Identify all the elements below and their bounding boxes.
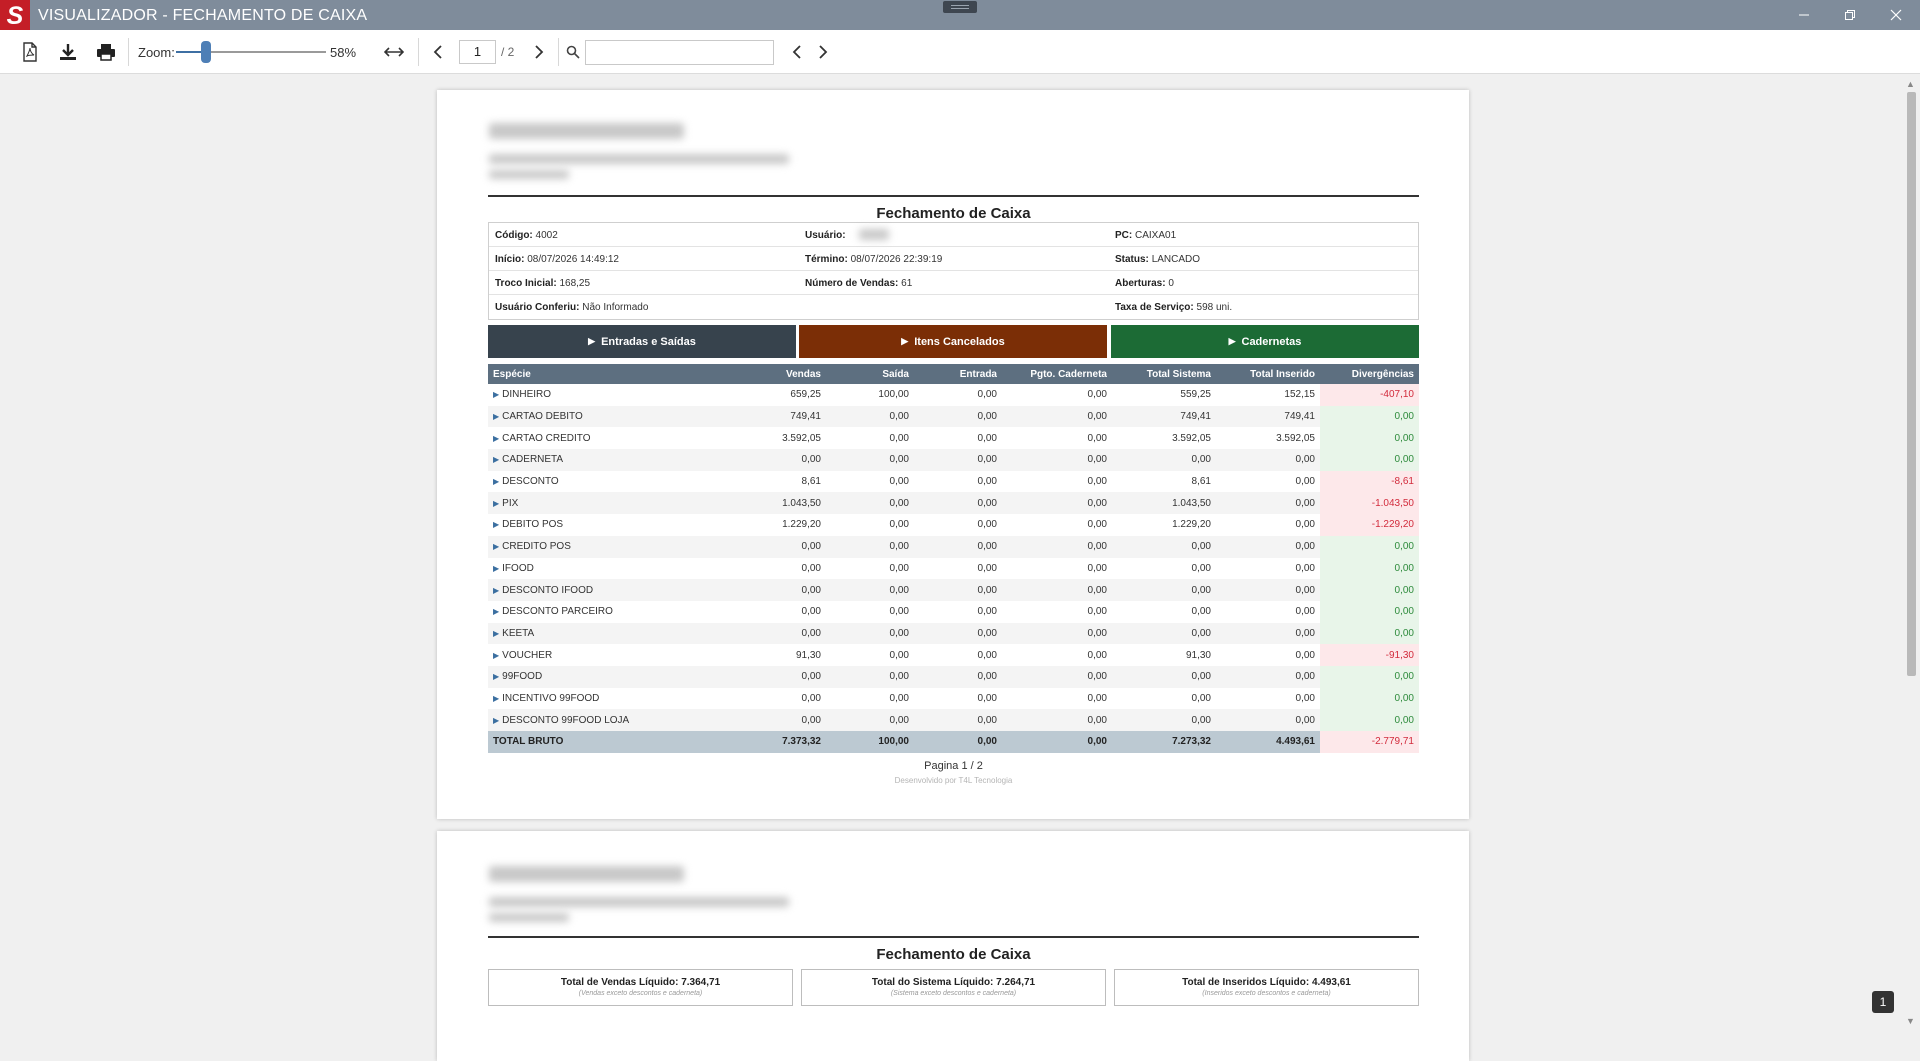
table-cell: 0,00 bbox=[889, 476, 909, 488]
report-page-1 bbox=[437, 90, 1469, 819]
table-cell: 0,00 bbox=[977, 562, 997, 574]
divergencia-cell: -8,61 bbox=[1320, 471, 1419, 493]
table-cell: 749,41 bbox=[1216, 406, 1320, 428]
pdf-icon bbox=[21, 42, 39, 62]
column-header: Vendas bbox=[738, 364, 826, 384]
table-cell bbox=[488, 449, 738, 471]
divergencia-cell: -2.779,71 bbox=[1320, 731, 1419, 753]
table-cell: 0,00 bbox=[1087, 432, 1107, 444]
taxa-field: Taxa de Serviço: 598 uni. bbox=[1115, 302, 1233, 313]
table-cell: 0,00 bbox=[1112, 666, 1216, 688]
info-row bbox=[489, 271, 1418, 295]
company-name-redacted bbox=[489, 123, 684, 139]
expand-row-icon[interactable]: ▶ bbox=[493, 693, 500, 703]
table-row[interactable] bbox=[488, 688, 1419, 710]
company-phone-redacted bbox=[489, 913, 569, 922]
table-cell: 0,00 bbox=[1112, 449, 1216, 471]
chevron-left-icon bbox=[433, 45, 443, 59]
table-cell bbox=[488, 688, 738, 710]
table-cell: 0,00 bbox=[826, 666, 914, 688]
table-cell bbox=[488, 471, 738, 493]
expand-row-icon[interactable]: ▶ bbox=[493, 498, 500, 508]
table-row[interactable] bbox=[488, 406, 1419, 428]
especie-label: CADERNETA bbox=[502, 454, 564, 466]
table-cell: 0,00 bbox=[977, 606, 997, 618]
table-cell: 1.043,50 bbox=[1112, 492, 1216, 514]
table-cell: 0,00 bbox=[1087, 649, 1107, 661]
zoom-slider[interactable] bbox=[176, 51, 326, 53]
print-button[interactable] bbox=[94, 40, 118, 64]
table-cell: 0,00 bbox=[826, 492, 914, 514]
title-bar bbox=[0, 0, 1920, 30]
toolbar-separator bbox=[558, 38, 559, 66]
table-cell: 0,00 bbox=[801, 692, 821, 704]
table-cell: 0,00 bbox=[1112, 579, 1216, 601]
table-cell: 0,00 bbox=[1191, 692, 1211, 704]
table-cell: 3.592,05 bbox=[782, 432, 821, 444]
divergencia-cell: -1.229,20 bbox=[1320, 514, 1419, 536]
table-cell: 0,00 bbox=[1087, 562, 1107, 574]
table-cell: 3.592,05 bbox=[1276, 432, 1315, 444]
expand-row-icon[interactable]: ▶ bbox=[493, 520, 500, 530]
app-logo-icon bbox=[0, 0, 30, 30]
table-cell: 1.229,20 bbox=[782, 519, 821, 531]
column-header: Divergências bbox=[1320, 364, 1419, 384]
info-box bbox=[488, 222, 1419, 320]
especie-label: PIX bbox=[502, 497, 519, 509]
especie-label: VOUCHER bbox=[502, 649, 553, 661]
table-cell: 0,00 bbox=[1295, 649, 1315, 661]
table-cell: 0,00 bbox=[1216, 449, 1320, 471]
table-cell: 0,00 bbox=[1087, 476, 1107, 488]
expand-row-icon[interactable]: ▶ bbox=[493, 390, 500, 400]
especies-table bbox=[488, 364, 1419, 753]
table-cell bbox=[488, 406, 738, 428]
table-cell: 91,30 bbox=[1185, 649, 1211, 661]
expand-row-icon[interactable]: ▶ bbox=[493, 650, 500, 660]
table-row[interactable] bbox=[488, 558, 1419, 580]
table-cell: 0,00 bbox=[1216, 623, 1320, 645]
table-cell bbox=[488, 731, 738, 753]
svg-text:S: S bbox=[6, 2, 24, 30]
table-cell: 0,00 bbox=[977, 649, 997, 661]
table-cell: 0,00 bbox=[914, 449, 1002, 471]
table-row[interactable] bbox=[488, 384, 1419, 406]
expand-row-icon[interactable]: ▶ bbox=[493, 455, 500, 465]
table-row[interactable] bbox=[488, 579, 1419, 601]
scroll-up-icon[interactable]: ▲ bbox=[1906, 79, 1915, 89]
page-footer: Pagina 1 / 2 bbox=[924, 760, 983, 772]
termino-field: Término: 08/07/2026 22:39:19 bbox=[805, 254, 943, 265]
divergencia-cell: 0,00 bbox=[1320, 709, 1419, 731]
zoom-value: 58% bbox=[330, 45, 357, 60]
close-button[interactable] bbox=[1873, 0, 1919, 30]
column-header: Saída bbox=[826, 364, 914, 384]
table-cell: 0,00 bbox=[1295, 519, 1315, 531]
chevron-left-icon bbox=[792, 45, 802, 59]
download-button[interactable] bbox=[56, 40, 80, 64]
export-pdf-button[interactable] bbox=[18, 40, 42, 64]
table-row[interactable] bbox=[488, 514, 1419, 536]
especie-label: DESCONTO bbox=[502, 476, 559, 488]
table-cell: 0,00 bbox=[1295, 606, 1315, 618]
company-address-redacted bbox=[489, 154, 789, 164]
table-cell: 0,00 bbox=[1216, 709, 1320, 731]
table-cell: 0,00 bbox=[1087, 692, 1107, 704]
info-row bbox=[489, 247, 1418, 271]
divergencia-cell: 0,00 bbox=[1320, 601, 1419, 623]
table-cell: 0,00 bbox=[1002, 449, 1112, 471]
window-title: VISUALIZADOR - FECHAMENTO DE CAIXA bbox=[38, 7, 368, 24]
table-cell: 0,00 bbox=[1295, 692, 1315, 704]
table-cell: 1.043,50 bbox=[738, 492, 826, 514]
prev-page-button[interactable] bbox=[426, 40, 450, 64]
column-header: Total Sistema bbox=[1112, 364, 1216, 384]
table-cell: 0,00 bbox=[1112, 536, 1216, 558]
table-cell: 0,00 bbox=[738, 666, 826, 688]
table-row[interactable] bbox=[488, 709, 1419, 731]
fit-width-button[interactable] bbox=[382, 40, 406, 64]
zoom-label: Zoom: bbox=[138, 45, 175, 60]
table-cell bbox=[488, 536, 738, 558]
table-cell: 0,00 bbox=[914, 406, 1002, 428]
table-cell: 0,00 bbox=[826, 536, 914, 558]
table-cell: 0,00 bbox=[977, 389, 997, 401]
expand-row-icon[interactable]: ▶ bbox=[493, 672, 500, 682]
table-row[interactable] bbox=[488, 644, 1419, 666]
table-row[interactable] bbox=[488, 536, 1419, 558]
table-cell: 559,25 bbox=[1180, 389, 1211, 401]
table-cell: 0,00 bbox=[1295, 562, 1315, 574]
table-cell: 91,30 bbox=[795, 649, 821, 661]
status-field: Status: LANCADO bbox=[1115, 254, 1201, 265]
expand-row-icon[interactable]: ▶ bbox=[493, 477, 500, 487]
search-next-button[interactable] bbox=[811, 40, 835, 64]
minimize-icon bbox=[1798, 9, 1810, 21]
scroll-thumb[interactable] bbox=[1907, 92, 1916, 676]
table-row[interactable] bbox=[488, 666, 1419, 688]
especie-label: INCENTIVO 99FOOD bbox=[502, 692, 600, 704]
pc-field: PC: CAIXA01 bbox=[1115, 230, 1177, 241]
table-cell: 0,00 bbox=[826, 579, 914, 601]
expand-row-icon[interactable]: ▶ bbox=[493, 542, 500, 552]
toolbar-separator bbox=[418, 38, 419, 66]
table-cell: 0,00 bbox=[1002, 406, 1112, 428]
table-cell bbox=[488, 709, 738, 731]
company-phone-redacted bbox=[489, 170, 569, 179]
table-cell: 0,00 bbox=[1002, 492, 1112, 514]
developer-credit: Desenvolvido por T4L Tecnologia bbox=[894, 776, 1013, 785]
table-cell bbox=[488, 558, 738, 580]
info-row bbox=[489, 223, 1418, 247]
printer-icon bbox=[96, 42, 116, 62]
drag-handle[interactable] bbox=[943, 1, 977, 13]
table-cell: 100,00 bbox=[878, 389, 909, 401]
table-cell: 0,00 bbox=[1002, 666, 1112, 688]
table-cell: 0,00 bbox=[826, 406, 914, 428]
zoom-slider-thumb[interactable] bbox=[201, 41, 211, 63]
table-cell: 0,00 bbox=[1216, 492, 1320, 514]
table-row[interactable] bbox=[488, 492, 1419, 514]
table-cell: 0,00 bbox=[977, 432, 997, 444]
chevron-right-icon bbox=[534, 45, 544, 59]
column-header: Total Inserido bbox=[1216, 364, 1320, 384]
next-page-button[interactable] bbox=[527, 40, 551, 64]
entradas-saidas-button[interactable]: ▶ Entradas e Saídas bbox=[488, 325, 796, 358]
play-icon: ▶ bbox=[901, 336, 909, 346]
table-cell: 0,00 bbox=[1112, 623, 1216, 645]
table-cell: 0,00 bbox=[801, 606, 821, 618]
table-cell: 0,00 bbox=[977, 476, 997, 488]
divergencia-cell: 0,00 bbox=[1320, 579, 1419, 601]
table-cell bbox=[488, 666, 738, 688]
chevron-right-icon bbox=[818, 45, 828, 59]
play-icon: ▶ bbox=[588, 336, 596, 346]
table-cell: 0,00 bbox=[1002, 709, 1112, 731]
minimize-button[interactable] bbox=[1781, 0, 1827, 30]
troco-field: Troco Inicial: 168,25 bbox=[495, 278, 591, 289]
table-cell: 0,00 bbox=[889, 649, 909, 661]
table-row[interactable] bbox=[488, 471, 1419, 493]
usuario-redacted bbox=[859, 229, 889, 240]
table-cell: 0,00 bbox=[738, 579, 826, 601]
table-cell bbox=[488, 601, 738, 623]
table-cell: 0,00 bbox=[738, 709, 826, 731]
search-input[interactable] bbox=[585, 40, 774, 65]
usuario-field: Usuário: bbox=[805, 230, 846, 241]
divergencia-cell: -1.043,50 bbox=[1320, 492, 1419, 514]
table-cell: 0,00 bbox=[914, 709, 1002, 731]
scroll-down-icon[interactable]: ▼ bbox=[1906, 1016, 1915, 1026]
column-header: Pgto. Caderneta bbox=[1002, 364, 1112, 384]
expand-row-icon[interactable]: ▶ bbox=[493, 585, 500, 595]
table-cell: 0,00 bbox=[1087, 389, 1107, 401]
search-prev-button[interactable] bbox=[785, 40, 809, 64]
header-rule bbox=[488, 936, 1419, 938]
report-title: Fechamento de Caixa bbox=[876, 205, 1031, 222]
inicio-field: Início: 08/07/2026 14:49:12 bbox=[495, 254, 619, 265]
expand-row-icon[interactable]: ▶ bbox=[493, 563, 500, 573]
table-cell: 0,00 bbox=[1112, 709, 1216, 731]
report-title: Fechamento de Caixa bbox=[876, 946, 1031, 963]
table-cell: 0,00 bbox=[1002, 536, 1112, 558]
divergencia-cell: -91,30 bbox=[1320, 644, 1419, 666]
table-cell: 0,00 bbox=[914, 731, 1002, 753]
divergencia-cell: -407,10 bbox=[1320, 384, 1419, 406]
conferiu-field: Usuário Conferiu: Não Informado bbox=[495, 302, 649, 313]
table-cell: 4.493,61 bbox=[1216, 731, 1320, 753]
table-cell: 0,00 bbox=[914, 492, 1002, 514]
summary-box-vendas: Total de Vendas Líquido: 7.364,71 (Vendas exceto descontos e caderneta) bbox=[488, 969, 793, 1006]
divergencia-cell: 0,00 bbox=[1320, 558, 1419, 580]
table-cell: 0,00 bbox=[977, 519, 997, 531]
table-cell: 0,00 bbox=[1002, 579, 1112, 601]
especie-label: DESCONTO PARCEIRO bbox=[502, 606, 613, 618]
table-cell: 0,00 bbox=[738, 449, 826, 471]
search-button[interactable] bbox=[561, 40, 585, 64]
column-header: Entrada bbox=[914, 364, 1002, 384]
table-cell: 0,00 bbox=[1216, 666, 1320, 688]
table-cell: 659,25 bbox=[790, 389, 821, 401]
table-cell: 0,00 bbox=[1216, 536, 1320, 558]
table-cell bbox=[488, 644, 738, 666]
company-address-redacted bbox=[489, 897, 789, 907]
table-cell: 0,00 bbox=[1295, 476, 1315, 488]
total-row bbox=[488, 731, 1419, 753]
table-row[interactable] bbox=[488, 427, 1419, 449]
table-cell: 0,00 bbox=[914, 579, 1002, 601]
toolbar-separator bbox=[128, 38, 129, 66]
divergencia-cell: 0,00 bbox=[1320, 427, 1419, 449]
table-cell: 0,00 bbox=[1216, 579, 1320, 601]
table-cell: 0,00 bbox=[889, 562, 909, 574]
especie-label: CREDITO POS bbox=[502, 541, 571, 553]
especie-label: 99FOOD bbox=[502, 671, 543, 683]
especie-label: TOTAL BRUTO bbox=[493, 736, 564, 748]
especie-label: IFOOD bbox=[502, 562, 534, 574]
search-icon bbox=[566, 45, 580, 59]
codigo-field: Código: 4002 bbox=[495, 230, 558, 241]
info-row bbox=[489, 295, 1418, 319]
table-cell: 7.373,32 bbox=[738, 731, 826, 753]
especie-label: DEBITO POS bbox=[502, 519, 564, 531]
table-cell: 0,00 bbox=[738, 623, 826, 645]
table-cell: 749,41 bbox=[738, 406, 826, 428]
num-vendas-field: Número de Vendas: 61 bbox=[805, 278, 913, 289]
table-cell: 0,00 bbox=[914, 666, 1002, 688]
table-cell: 0,00 bbox=[801, 562, 821, 574]
especie-label: CARTAO CREDITO bbox=[502, 432, 591, 444]
especie-label: CARTAO DEBITO bbox=[502, 411, 583, 423]
table-cell: 0,00 bbox=[914, 536, 1002, 558]
restore-button[interactable] bbox=[1827, 0, 1873, 30]
table-cell: 0,00 bbox=[889, 692, 909, 704]
table-cell bbox=[488, 384, 738, 406]
toolbar bbox=[0, 30, 1920, 74]
table-cell: 0,00 bbox=[1087, 519, 1107, 531]
expand-row-icon[interactable]: ▶ bbox=[493, 715, 500, 725]
table-cell: 0,00 bbox=[1191, 606, 1211, 618]
especie-label: DESCONTO 99FOOD LOJA bbox=[502, 714, 630, 726]
table-cell: 0,00 bbox=[889, 432, 909, 444]
table-row[interactable] bbox=[488, 601, 1419, 623]
cadernetas-button[interactable]: ▶ Cadernetas bbox=[1111, 325, 1419, 358]
table-cell: 8,61 bbox=[801, 476, 821, 488]
vertical-scrollbar[interactable] bbox=[1902, 75, 1920, 1032]
table-header bbox=[488, 364, 1419, 384]
table-cell: 0,00 bbox=[738, 536, 826, 558]
divergencia-cell: 0,00 bbox=[1320, 449, 1419, 471]
divergencia-cell: 0,00 bbox=[1320, 688, 1419, 710]
aberturas-field: Aberturas: 0 bbox=[1115, 278, 1174, 289]
table-cell: 0,00 bbox=[1087, 606, 1107, 618]
table-cell: 0,00 bbox=[826, 449, 914, 471]
table-cell: 7.273,32 bbox=[1112, 731, 1216, 753]
header-rule bbox=[488, 195, 1419, 197]
table-cell: 0,00 bbox=[977, 692, 997, 704]
table-cell bbox=[488, 579, 738, 601]
table-cell: 0,00 bbox=[826, 623, 914, 645]
especie-label: DINHEIRO bbox=[502, 389, 552, 401]
download-icon bbox=[58, 42, 78, 62]
page-number-input[interactable]: 1 bbox=[459, 40, 496, 64]
table-cell: 0,00 bbox=[826, 709, 914, 731]
current-page-badge: 1 bbox=[1872, 991, 1894, 1013]
especie-label: DESCONTO IFOOD bbox=[502, 584, 594, 596]
expand-row-icon[interactable]: ▶ bbox=[493, 607, 500, 617]
expand-row-icon[interactable]: ▶ bbox=[493, 412, 500, 422]
table-cell: 0,00 bbox=[1002, 623, 1112, 645]
expand-row-icon[interactable]: ▶ bbox=[493, 433, 500, 443]
table-cell: 3.592,05 bbox=[1172, 432, 1211, 444]
restore-icon bbox=[1844, 9, 1856, 21]
column-header: Espécie bbox=[488, 364, 738, 384]
table-cell: 0,00 bbox=[889, 519, 909, 531]
table-cell: 0,00 bbox=[889, 606, 909, 618]
summary-box-inseridos: Total de Inseridos Líquido: 4.493,61 (Inseridos exceto descontos e caderneta) bbox=[1114, 969, 1419, 1006]
especie-label: KEETA bbox=[502, 627, 535, 639]
divergencia-cell: 0,00 bbox=[1320, 406, 1419, 428]
table-cell bbox=[488, 623, 738, 645]
close-icon bbox=[1890, 9, 1902, 21]
table-cell: 8,61 bbox=[1191, 476, 1211, 488]
table-cell: 1.229,20 bbox=[1172, 519, 1211, 531]
divergencia-cell: 0,00 bbox=[1320, 623, 1419, 645]
table-row[interactable] bbox=[488, 449, 1419, 471]
company-name-redacted bbox=[489, 866, 684, 882]
table-row[interactable] bbox=[488, 623, 1419, 645]
page-total: / 2 bbox=[501, 45, 515, 59]
table-cell bbox=[488, 427, 738, 449]
itens-cancelados-button[interactable]: ▶ Itens Cancelados bbox=[799, 325, 1107, 358]
table-cell: 100,00 bbox=[826, 731, 914, 753]
table-cell: 0,00 bbox=[914, 623, 1002, 645]
summary-box-sistema: Total do Sistema Líquido: 7.264,71 (Sistema exceto descontos e caderneta) bbox=[801, 969, 1106, 1006]
table-cell: 0,00 bbox=[1002, 731, 1112, 753]
table-cell bbox=[488, 492, 738, 514]
expand-row-icon[interactable]: ▶ bbox=[493, 628, 500, 638]
report-page-2 bbox=[437, 831, 1469, 1061]
table-cell: 749,41 bbox=[1112, 406, 1216, 428]
table-cell bbox=[488, 514, 738, 536]
divergencia-cell: 0,00 bbox=[1320, 536, 1419, 558]
fit-width-icon bbox=[384, 45, 404, 59]
table-cell: 152,15 bbox=[1284, 389, 1315, 401]
divergencia-cell: 0,00 bbox=[1320, 666, 1419, 688]
table-cell: 0,00 bbox=[1191, 562, 1211, 574]
play-icon: ▶ bbox=[1228, 336, 1236, 346]
